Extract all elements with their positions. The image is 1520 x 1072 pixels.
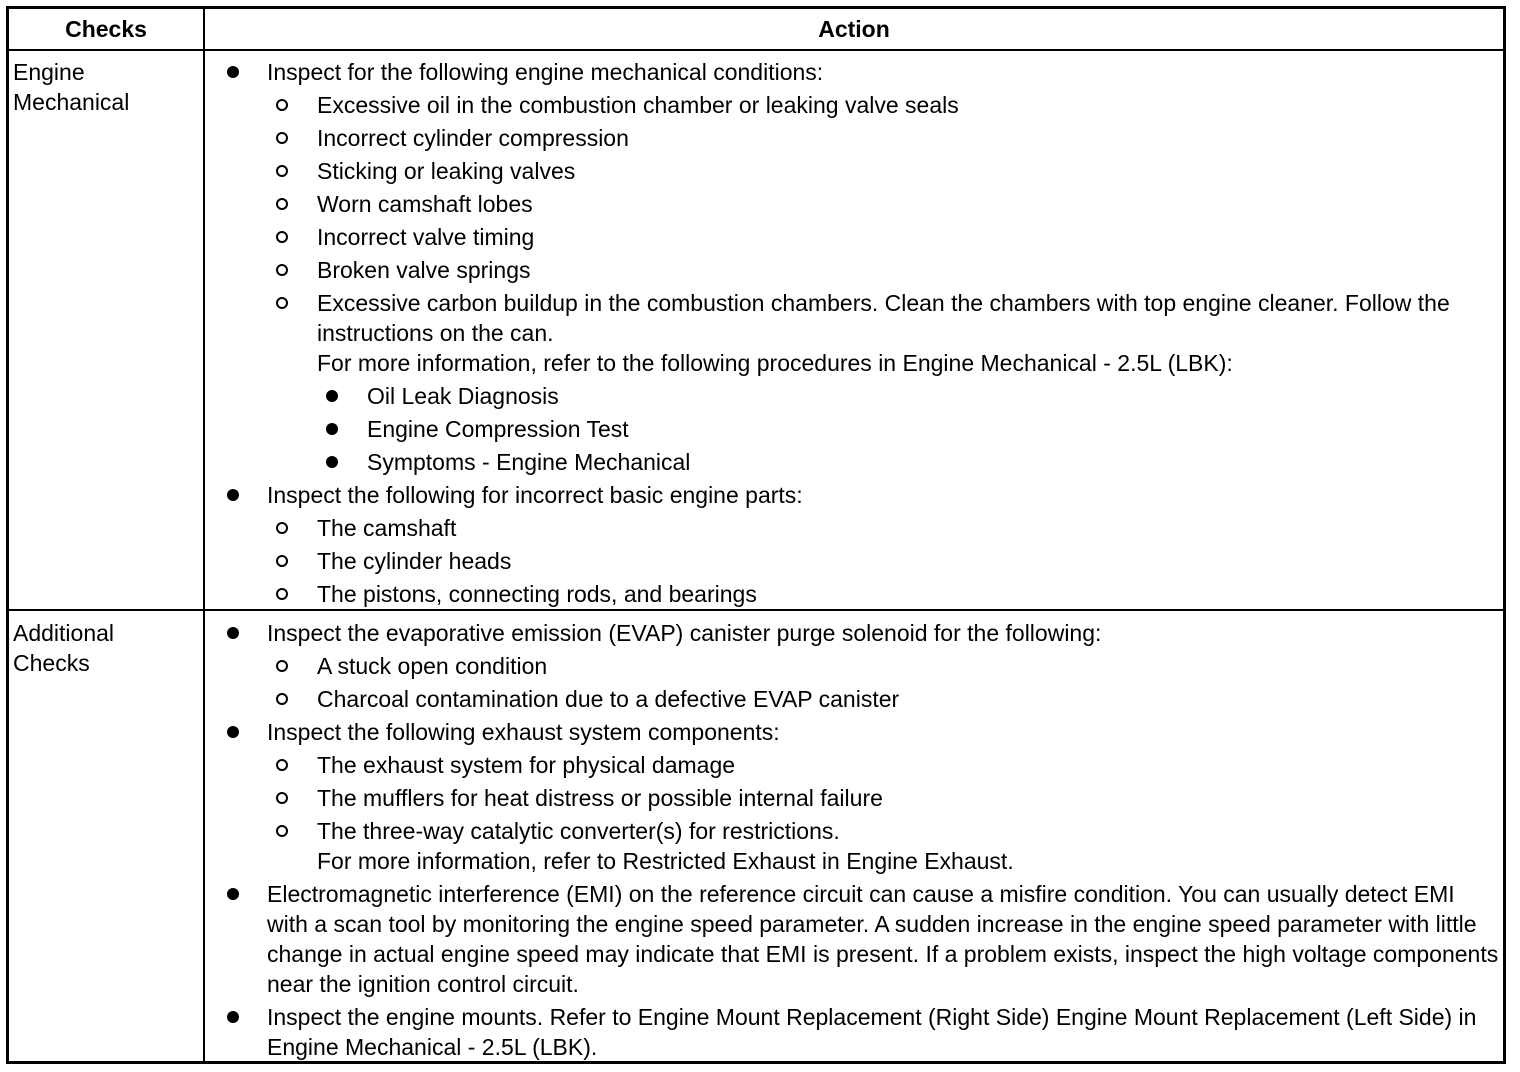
check-label-line: Engine [13, 59, 85, 85]
list-item [219, 651, 1499, 681]
bullet-dot-icon [227, 726, 239, 738]
list-item [219, 381, 1499, 411]
item-text: Broken valve springs [317, 257, 531, 283]
item-text: The exhaust system for physical damage [317, 752, 736, 778]
header-divider [9, 49, 1503, 51]
bullet-ring-icon [276, 297, 288, 309]
bullet-dot-icon [326, 456, 338, 468]
bullet-dot-icon [227, 66, 239, 78]
bullet-ring-icon [276, 555, 288, 567]
bullet-ring-icon [276, 198, 288, 210]
item-text: Oil Leak Diagnosis [367, 383, 559, 409]
item-text: Symptoms - Engine Mechanical [367, 449, 691, 475]
bullet-dot-icon [227, 1011, 239, 1023]
list-item [219, 222, 1499, 252]
bullet-dot-icon [227, 627, 239, 639]
bullet-ring-icon [276, 231, 288, 243]
bullet-ring-icon [276, 693, 288, 705]
item-text: Inspect the evaporative emission (EVAP) canister purge solenoid for the following: [267, 620, 1102, 646]
list-item [219, 816, 1499, 846]
bullet-ring-icon [276, 825, 288, 837]
column-divider [203, 9, 205, 1061]
list-item [219, 288, 1499, 348]
item-text: Electromagnetic interference (EMI) on the reference circuit can cause a misfire condition. You can usually detect EMI with a scan tool by monitoring the engine speed parameter. A sudden increase in the engine speed parameter with little change in actual engine speed may indicate that EMI is present. If a problem exists, inspect the high voltage components near the ignition control circuit. [267, 881, 1499, 997]
bullet-ring-icon [276, 165, 288, 177]
item-text: Incorrect cylinder compression [317, 125, 629, 151]
bullet-ring-icon [276, 522, 288, 534]
list-item [219, 123, 1499, 153]
bullet-ring-icon [276, 660, 288, 672]
list-item [219, 255, 1499, 285]
bullet-ring-icon [276, 264, 288, 276]
check-label-line: Mechanical [13, 89, 130, 115]
list-item [219, 513, 1499, 543]
item-text: Inspect the engine mounts. Refer to Engine Mount Replacement (Right Side) Engine Mount Replacement (Left Side) in Engine Mechanical - 2.5L (LBK). [267, 1004, 1477, 1060]
item-text: Excessive oil in the combustion chamber or leaking valve seals [317, 92, 959, 118]
bullet-ring-icon [276, 99, 288, 111]
row-engine-mechanical-check [13, 57, 198, 117]
list-item [219, 90, 1499, 120]
item-text: Inspect the following exhaust system components: [267, 719, 780, 745]
item-text: For more information, refer to the following procedures in Engine Mechanical - 2.5L (LBK): [317, 350, 1233, 376]
row-additional-checks-check [13, 618, 198, 678]
diagnostic-table [6, 6, 1506, 1064]
list-item [219, 618, 1499, 648]
item-text: The three-way catalytic converter(s) for restrictions. [317, 818, 840, 844]
header-checks: Checks [65, 15, 147, 42]
bullet-dot-icon [227, 888, 239, 900]
list-item [219, 783, 1499, 813]
list-item [219, 750, 1499, 780]
item-text: The cylinder heads [317, 548, 512, 574]
item-text: Incorrect valve timing [317, 224, 535, 250]
header-action: Action [818, 15, 890, 42]
bullet-ring-icon [276, 588, 288, 600]
bullet-ring-icon [276, 759, 288, 771]
list-item [219, 717, 1499, 747]
item-text: Inspect the following for incorrect basic engine parts: [267, 482, 803, 508]
list-item [219, 156, 1499, 186]
bullet-dot-icon [227, 489, 239, 501]
row-engine-mechanical-action [219, 57, 1499, 612]
list-item [219, 546, 1499, 576]
list-item-continuation [219, 348, 1499, 378]
list-item-continuation [219, 846, 1499, 876]
bullet-ring-icon [276, 132, 288, 144]
bullet-dot-icon [326, 390, 338, 402]
item-text: Excessive carbon buildup in the combustion chambers. Clean the chambers with top engine cleaner. Follow the instructions on the can. [317, 290, 1450, 346]
item-text: The mufflers for heat distress or possible internal failure [317, 785, 883, 811]
item-text: A stuck open condition [317, 653, 548, 679]
item-text: The pistons, connecting rods, and bearings [317, 581, 757, 607]
list-item [219, 447, 1499, 477]
list-item [219, 480, 1499, 510]
item-text: Inspect for the following engine mechanical conditions: [267, 59, 824, 85]
item-text: The camshaft [317, 515, 457, 541]
list-item [219, 684, 1499, 714]
item-text: For more information, refer to Restricted Exhaust in Engine Exhaust. [317, 848, 1014, 874]
list-item [219, 1002, 1499, 1062]
item-text: Worn camshaft lobes [317, 191, 533, 217]
list-item [219, 879, 1499, 999]
bullet-ring-icon [276, 792, 288, 804]
list-item [219, 579, 1499, 609]
list-item [219, 57, 1499, 87]
row-additional-checks-action [219, 618, 1499, 1065]
list-item [219, 189, 1499, 219]
bullet-dot-icon [326, 423, 338, 435]
check-label-line: Checks [13, 650, 90, 676]
check-label-line: Additional [13, 620, 115, 646]
item-text: Sticking or leaking valves [317, 158, 576, 184]
item-text: Charcoal contamination due to a defective EVAP canister [317, 686, 900, 712]
list-item [219, 414, 1499, 444]
item-text: Engine Compression Test [367, 416, 629, 442]
